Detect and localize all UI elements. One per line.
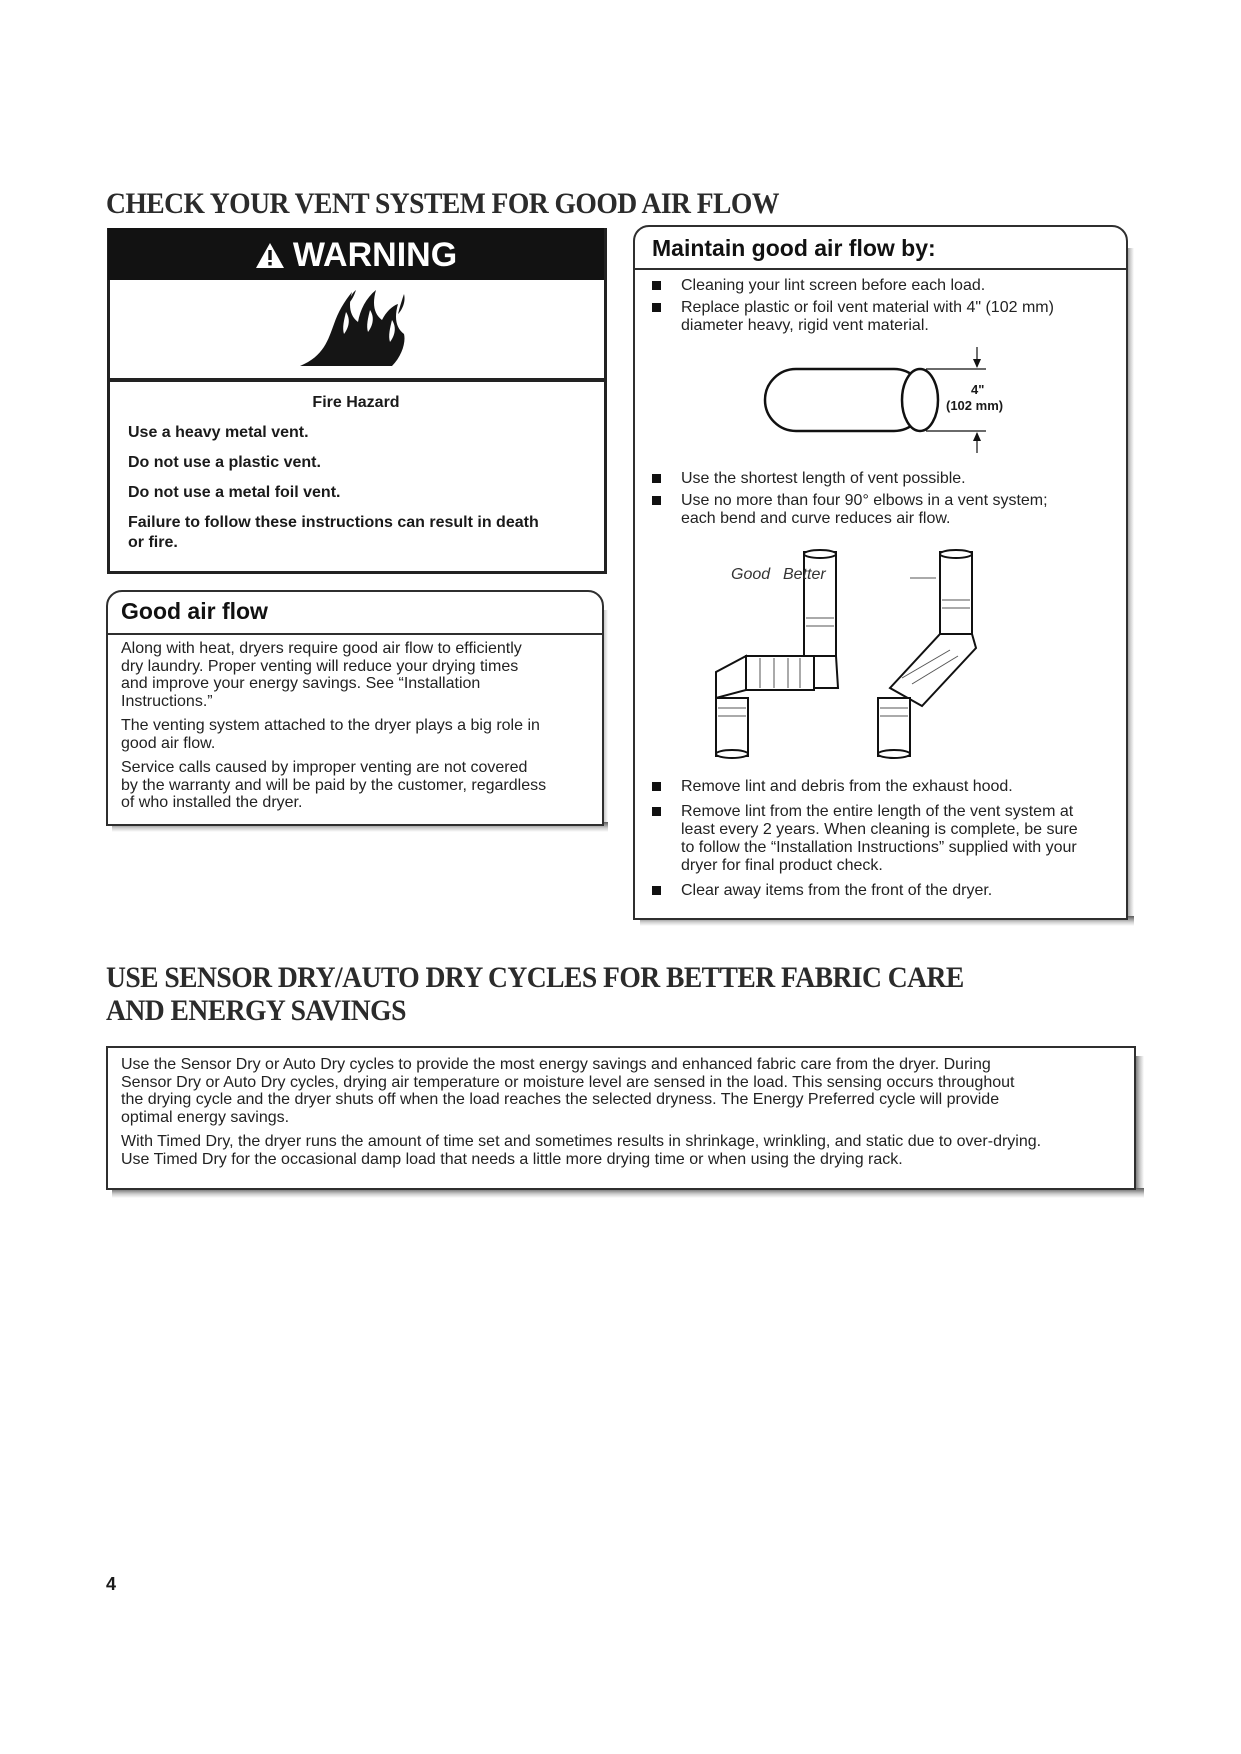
label-better: Better — [783, 566, 826, 583]
warning-separator — [108, 378, 604, 382]
dimension-inches: 4" — [971, 382, 985, 397]
section-heading-vent: CHECK YOUR VENT SYSTEM FOR GOOD AIR FLOW — [106, 187, 779, 220]
bullet-icon — [652, 281, 661, 290]
warning-hazard: Fire Hazard — [312, 394, 400, 411]
section-heading-sensor-line-2: AND ENERGY SAVINGS — [106, 994, 406, 1027]
good-air-flow-title: Good air flow — [121, 598, 268, 624]
sensor-paragraph-1: Use the Sensor Dry or Auto Dry cycles to provide the most energy savings and enhanced fabric care from the dryer. During Sensor Dry or Auto Dry cycles, drying air temperature or moisture level are sensed in the load. This sensing occurs throughout the drying cycle and the dryer shuts off when the load reaches the selected dryness. The Energy Preferred cycle will provide optimal energy savings. — [121, 1056, 1015, 1126]
bullet-icon — [652, 474, 661, 483]
bullet-icon — [652, 886, 661, 895]
maintain-bullet-2: Replace plastic or foil vent material with 4" (102 mm) diameter heavy, rigid vent material. — [681, 299, 1054, 334]
warning-title: WARNING — [292, 236, 458, 274]
maintain-bullet-4: Use no more than four 90° elbows in a vent system; each bend and curve reduces air flow. — [681, 492, 1048, 527]
label-good: Good — [731, 566, 771, 583]
maintain-bullet-5: Remove lint and debris from the exhaust hood. — [681, 778, 1013, 795]
maintain-bullet-7: Clear away items from the front of the dryer. — [681, 882, 993, 899]
dimension-mm: (102 mm) — [946, 398, 1004, 413]
warning-line-1: Use a heavy metal vent. — [128, 424, 309, 441]
warning-header — [108, 228, 604, 280]
page-number: 4 — [106, 1574, 117, 1594]
maintain-bullet-1: Cleaning your lint screen before each load. — [681, 277, 986, 294]
sensor-paragraph-2: With Timed Dry, the dryer runs the amount of time set and sometimes results in shrinkage, wrinkling, and static due to over-drying. Use Timed Dry for the occasional damp load that needs a little more drying time or when using the drying rack. — [121, 1133, 1042, 1168]
section-heading-sensor-line-1: USE SENSOR DRY/AUTO DRY CYCLES FOR BETTER FABRIC CARE — [106, 961, 964, 994]
warning-failure-line-2: or fire. — [128, 534, 178, 551]
good-air-flow-paragraph-1: Along with heat, dryers require good air flow to efficiently dry laundry. Proper venting will reduce your drying times and improve your energy savings. See “Installation Instructions.” — [121, 640, 522, 710]
bullet-icon — [652, 782, 661, 791]
good-air-flow-paragraph-2: The venting system attached to the dryer plays a big role in good air flow. — [121, 717, 540, 752]
fire-icon — [298, 284, 414, 370]
maintain-title: Maintain good air flow by: — [652, 235, 936, 261]
bullet-icon — [652, 807, 661, 816]
good-air-flow-paragraph-3: Service calls caused by improper venting are not covered by the warranty and will be paid by the customer, regardless of who installed the dryer. — [121, 759, 547, 811]
maintain-bullet-6: Remove lint from the entire length of the vent system at least every 2 years. When cleaning is complete, be sure to follow the “Installation Instructions” supplied with your dryer for final product check. — [681, 803, 1078, 874]
warning-line-2: Do not use a plastic vent. — [128, 454, 321, 471]
bullet-icon — [652, 303, 661, 312]
warning-failure-line-1: Failure to follow these instructions can result in death — [128, 514, 539, 531]
warning-triangle-icon — [255, 242, 285, 269]
warning-line-3: Do not use a metal foil vent. — [128, 484, 341, 501]
bullet-icon — [652, 496, 661, 505]
maintain-bullet-3: Use the shortest length of vent possible. — [681, 470, 966, 487]
